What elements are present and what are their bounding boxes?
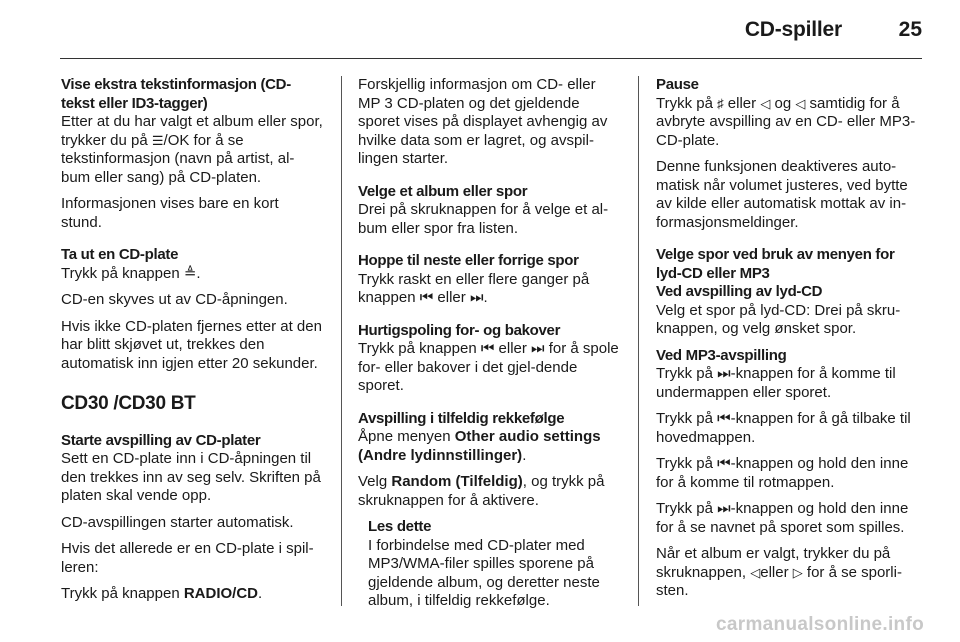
column-2 — [358, 76, 620, 619]
paragraph-already: Hvis det allerede er en CD-plate i spil-leren: — [61, 540, 314, 576]
page-title: CD-spiller — [744, 18, 842, 41]
skip-previous-icon: ⏮ — [717, 410, 731, 427]
column-divider-2 — [638, 76, 639, 606]
heading-select: Velge et album eller spor — [358, 182, 528, 200]
skip-previous-icon: ⏮ — [717, 455, 731, 472]
note-box — [368, 518, 620, 611]
eject-icon: ≜ — [183, 264, 197, 282]
paragraph-mp3-2: Trykk på ⏮-knappen for å gå tilbake til hovedmappen. — [656, 410, 911, 446]
random-option: Random (Tilfeldig) — [391, 473, 523, 490]
volume-down-icon: ◁ — [760, 95, 771, 111]
paragraph-skip: Trykk raskt en eller flere ganger på knappen ⏮ eller ⏭. — [358, 270, 590, 306]
paragraph-press-radio: Trykk på knappen RADIO/CD. — [61, 585, 263, 602]
volume-up-icon: ◁ — [795, 95, 806, 111]
heading-fast-forward: Hurtigspoling for- og bakover — [358, 321, 561, 339]
radio-cd-label: RADIO/CD — [183, 585, 259, 602]
paragraph-select-random: Velg Random (Tilfeldig), og trykk på skruknappen for å aktivere. — [358, 473, 605, 509]
paragraph-auto: CD-avspillingen starter automatisk. — [61, 513, 294, 531]
paragraph-mp3-3: Trykk på ⏮-knappen og hold den inne for å komme til rotmappen. — [656, 455, 909, 491]
paragraph-audio-cd: Velg et spor på lyd-CD: Drei på skru-knappen, og velg ønsket spor. — [656, 301, 901, 337]
menu-name: Other audio settings (Andre lydinnstillinger) — [358, 428, 601, 464]
page-number: 25 — [898, 18, 922, 41]
paragraph-eject: Trykk på knappen ≜. — [61, 264, 201, 282]
heading-random: Avspilling i tilfeldig rekkefølge — [358, 409, 565, 427]
paragraph-mp3-4: Trykk på ⏭-knappen og hold den inne for å se navnet på sporet som spilles. — [656, 500, 909, 536]
menu-icon: ☰ — [151, 132, 164, 148]
heading-eject: Ta ut en CD-plate — [61, 246, 179, 263]
skip-previous-icon: ⏮ — [480, 340, 495, 357]
column-divider-1 — [341, 76, 342, 606]
heading-audio-cd: Ved avspilling av lyd-CD — [656, 283, 823, 300]
skip-previous-icon: ⏮ — [419, 289, 434, 306]
heading-skip: Hoppe til neste eller forrige spor — [358, 252, 579, 269]
note-body: I forbindelse med CD-plater med MP3/WMA-filer spilles sporene på gjeldende album, og deretter neste album, i tilfeldig rekkefølge. — [368, 536, 600, 609]
paragraph-fast-forward: Trykk på knappen ⏮ eller ⏭ for å spole for- eller bakover i det gjel-dende sporet. — [358, 340, 619, 394]
paragraph-start: Sett en CD-plate inn i CD-åpningen til den trekkes inn av seg selv. Skriften på platen skal vende opp. — [61, 450, 321, 504]
paragraph-mp3-1: Trykk på ⏭-knappen for å komme til undermappen eller sporet. — [656, 365, 896, 401]
triangle-right-icon: ▷ — [792, 564, 803, 580]
column-1 — [61, 76, 323, 612]
skip-next-icon: ⏭ — [469, 289, 484, 306]
column-3 — [656, 76, 918, 609]
paragraph-pause: Trykk på ♯ eller ◁ og ◁ samtidig for å avbryte avspilling av en CD- eller MP3-CD-plate. — [656, 94, 916, 149]
watermark: carmanualsonline.info — [716, 614, 924, 635]
skip-next-icon: ⏭ — [717, 365, 731, 382]
triangle-left-icon: ◁ — [750, 564, 761, 580]
heading-menu-select: Velge spor ved bruk av menyen for lyd-CD eller MP3 — [656, 246, 895, 282]
heading-start: Starte avspilling av CD-plater — [61, 431, 261, 449]
paragraph-album: Når et album er valgt, trykker du på skruknappen, ◁eller ▷ for å se sporli-sten. — [656, 545, 902, 599]
paragraph-diff-info: Forskjellig informasjon om CD- eller MP 3 CD-platen og det gjeldende sporet vises på displayet avhengig av hvilke data som er lagret, og avspil-lingen starter. — [358, 76, 608, 167]
paragraph-extra-text: Etter at du har valgt et album eller spor, trykker du på ☰/OK for å se tekstinformasjon (navn på artist, al-bum eller sang) på CD-platen. — [61, 113, 323, 186]
paragraph-deactivate: Denne funksjonen deaktiveres auto-matisk når volumet justeres, ved bytte av kilde eller automatisk mottak av in-formasjonsmeldinger. — [656, 158, 908, 231]
paragraph-not-removed: Hvis ikke CD-platen fjernes etter at den har blitt skjøvet ut, trekkes den automatisk inn igjen etter 20 sekunder. — [61, 317, 322, 372]
heading-pause: Pause — [656, 76, 699, 93]
skip-next-icon: ⏭ — [531, 340, 545, 357]
note-title: Les dette — [368, 518, 432, 535]
paragraph-select: Drei på skruknappen for å velge et al-bum eller spor fra listen. — [358, 201, 609, 237]
paragraph-info: Informasjonen vises bare en kort stund. — [61, 195, 279, 231]
heading-mp3: Ved MP3-avspilling — [656, 346, 787, 364]
skip-next-icon: ⏭ — [717, 500, 731, 517]
mute-icon: ♯ — [717, 95, 724, 111]
header-divider — [60, 58, 922, 59]
paragraph-open-menu: Åpne menyen Other audio settings (Andre lydinnstillinger). — [358, 428, 601, 464]
heading-extra-text: Vise ekstra tekstinformasjon (CD-tekst eller ID3-tagger) — [61, 76, 291, 112]
paragraph-slides: CD-en skyves ut av CD-åpningen. — [61, 291, 288, 308]
section-title: CD30 /CD30 BT — [61, 393, 196, 414]
